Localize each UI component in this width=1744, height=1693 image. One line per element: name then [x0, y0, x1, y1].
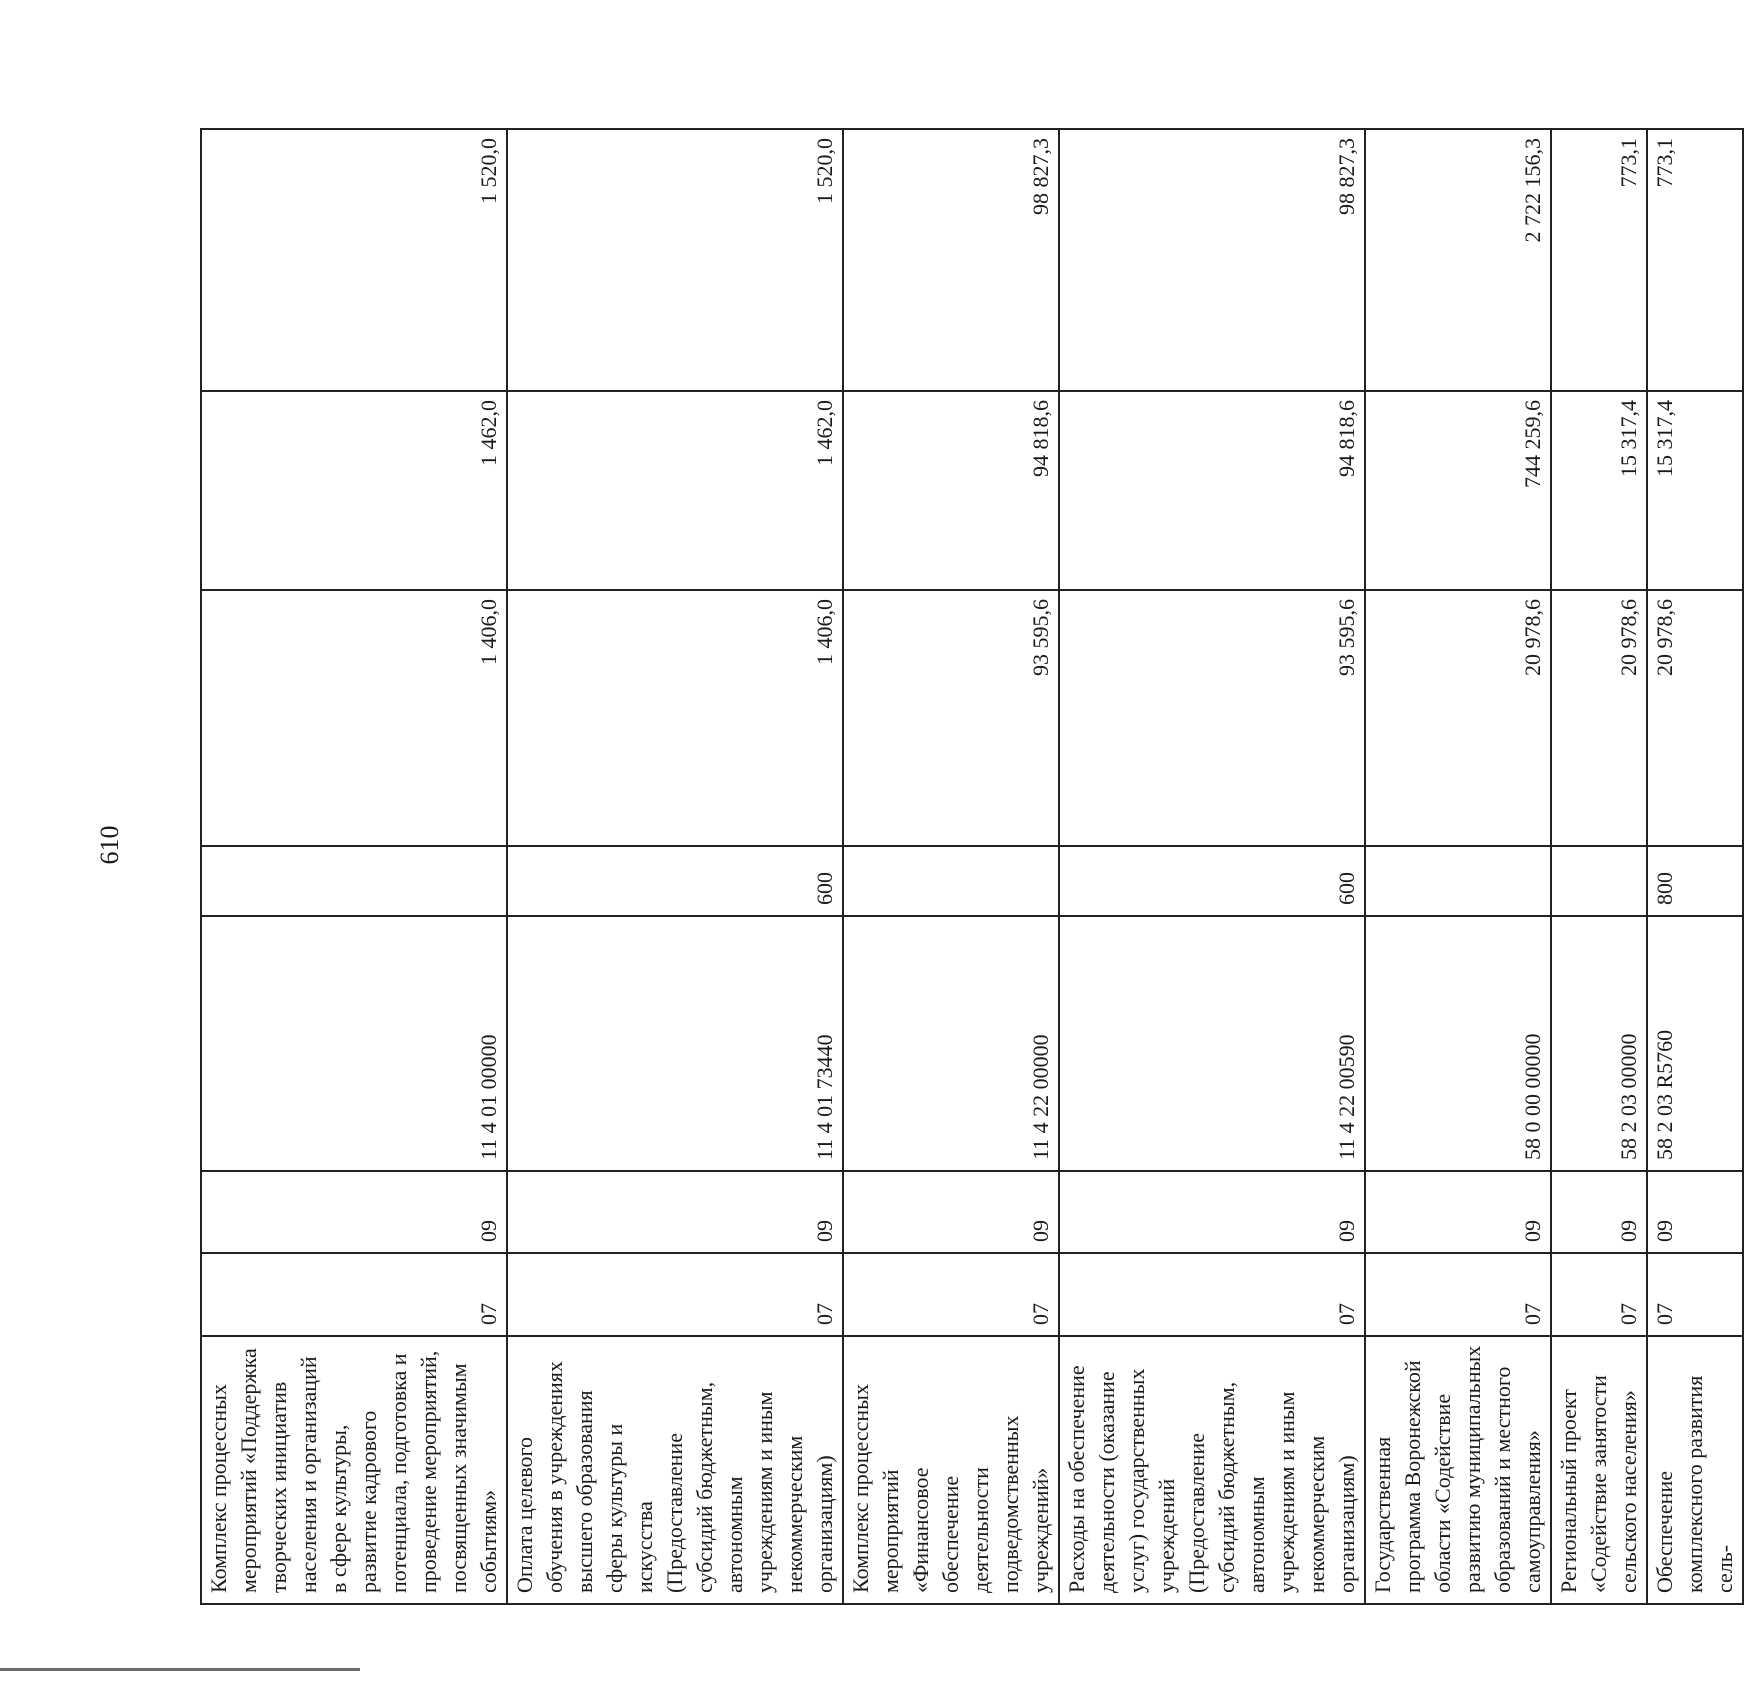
- row-amount-year-1: 1 406,0: [201, 590, 507, 846]
- row-name: Оплата целевого обучения в учреждениях высшего образования сферы культуры и искусства (Предоставление субсидий бюджетным, автономным учреждениям и иным некоммерческим организациям): [507, 1336, 843, 1604]
- row-subsection-code: 09: [1365, 1171, 1551, 1253]
- row-amount-year-2: 1 462,0: [507, 391, 843, 590]
- scan-edge-line: [0, 1668, 360, 1671]
- row-name: Комплекс процессных мероприятий «Финансовое обеспечение деятельности подведомственных учреждений»: [843, 1336, 1059, 1604]
- row-name: Расходы на обеспечение деятельности (оказание услуг) государственных учреждений (Предоставление субсидий бюджетным, автономным учреждениям и иным некоммерческим организациям): [1059, 1336, 1365, 1604]
- row-section-code: 07: [507, 1253, 843, 1336]
- row-expense-type: 600: [1059, 846, 1365, 916]
- row-subsection-code: 09: [1551, 1171, 1647, 1253]
- row-name: Комплекс процессных мероприятий «Поддержка творческих инициатив населения и организаций в сфере культуры, развитие кадрового потенциала, подготовка и проведение мероприятий, посвященных значимым событиям»: [201, 1336, 507, 1604]
- row-amount-year-3: 2 722 156,3: [1365, 129, 1551, 391]
- table-row: [507, 129, 843, 1604]
- row-expense-type: [1365, 846, 1551, 916]
- row-amount-year-3: 1 520,0: [507, 129, 843, 391]
- page-number-container: [70, 805, 150, 885]
- row-section-code: 07: [201, 1253, 507, 1336]
- row-subsection-code: 09: [507, 1171, 843, 1253]
- table-row: [1365, 129, 1551, 1604]
- row-expense-type: 600: [507, 846, 843, 916]
- row-amount-year-1: 1 406,0: [507, 590, 843, 846]
- row-amount-year-2: 15 317,4: [1647, 391, 1743, 590]
- row-amount-year-2: 1 462,0: [201, 391, 507, 590]
- row-subsection-code: 09: [201, 1171, 507, 1253]
- row-name: Региональный проект «Содействие занятости сельского населения»: [1551, 1336, 1647, 1604]
- row-amount-year-2: 94 818,6: [1059, 391, 1365, 590]
- row-amount-year-3: 773,1: [1647, 129, 1743, 391]
- row-target-article: 11 4 22 00000: [843, 916, 1059, 1171]
- table-row: [1059, 129, 1365, 1604]
- budget-table: [200, 128, 1744, 1605]
- row-amount-year-3: 98 827,3: [843, 129, 1059, 391]
- row-target-article: 58 2 03 R5760: [1647, 916, 1743, 1171]
- row-amount-year-2: 744 259,6: [1365, 391, 1551, 590]
- row-amount-year-3: 1 520,0: [201, 129, 507, 391]
- row-expense-type: [201, 846, 507, 916]
- row-target-article: 58 0 00 00000: [1365, 916, 1551, 1171]
- table-row: [201, 129, 507, 1604]
- row-target-article: 11 4 01 73440: [507, 916, 843, 1171]
- row-amount-year-2: 94 818,6: [843, 391, 1059, 590]
- row-section-code: 07: [1059, 1253, 1365, 1336]
- table-row: [843, 129, 1059, 1604]
- row-amount-year-1: 20 978,6: [1551, 590, 1647, 846]
- row-section-code: 07: [843, 1253, 1059, 1336]
- row-amount-year-2: 15 317,4: [1551, 391, 1647, 590]
- table-row: [1647, 129, 1743, 1604]
- row-expense-type: 800: [1647, 846, 1743, 916]
- row-amount-year-1: 20 978,6: [1365, 590, 1551, 846]
- row-amount-year-1: 93 595,6: [1059, 590, 1365, 846]
- row-section-code: 07: [1647, 1253, 1743, 1336]
- row-target-article: 58 2 03 00000: [1551, 916, 1647, 1171]
- row-amount-year-1: 93 595,6: [843, 590, 1059, 846]
- row-subsection-code: 09: [1059, 1171, 1365, 1253]
- row-amount-year-3: 773,1: [1551, 129, 1647, 391]
- row-subsection-code: 09: [1647, 1171, 1743, 1253]
- row-section-code: 07: [1365, 1253, 1551, 1336]
- row-amount-year-1: 20 978,6: [1647, 590, 1743, 846]
- row-amount-year-3: 98 827,3: [1059, 129, 1365, 391]
- row-expense-type: [1551, 846, 1647, 916]
- row-target-article: 11 4 01 00000: [201, 916, 507, 1171]
- page-number: 610: [95, 825, 124, 865]
- row-name: Государственная программа Воронежской области «Содействие развитию муниципальных образований и местного самоуправления»: [1365, 1336, 1551, 1604]
- row-subsection-code: 09: [843, 1171, 1059, 1253]
- table-row: [1551, 129, 1647, 1604]
- row-target-article: 11 4 22 00590: [1059, 916, 1365, 1171]
- row-section-code: 07: [1551, 1253, 1647, 1336]
- row-name: Обеспечение комплексного развития сель-: [1647, 1336, 1743, 1604]
- row-expense-type: [843, 846, 1059, 916]
- budget-table-container: [200, 130, 1737, 1605]
